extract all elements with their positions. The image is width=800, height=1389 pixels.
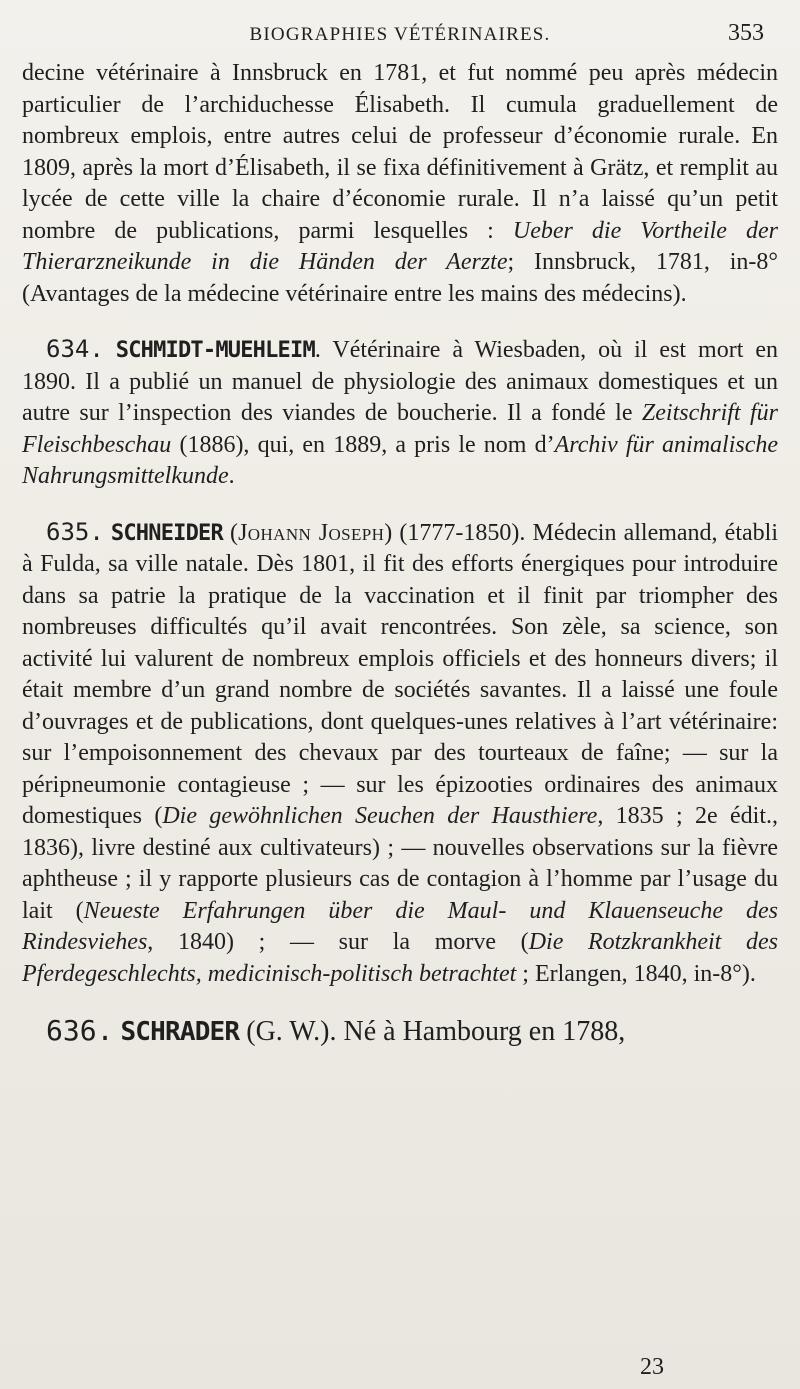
work-title: Neueste Erfahrungen über die Maul- und Klauenseuche des Rindesviehes xyxy=(22,897,778,955)
work-title: Zeitschrift für Fleischbeschau xyxy=(22,400,778,458)
text-run: ( xyxy=(222,519,239,546)
text-run: (G. W.). Né à Hambourg en 1788, xyxy=(239,1016,626,1047)
work-title: Ueber die Vortheile der Thierarzneikunde in die Händen der Aerzte xyxy=(22,217,779,275)
text-run: ; Erlangen, 1840, in-8°). xyxy=(516,960,756,987)
entry-number: 635. xyxy=(46,517,104,546)
given-names: Johann Joseph xyxy=(238,519,385,546)
text-run: , 1835 ; 2e édit., 1836), livre destiné aux cultivateurs) ; — nouvelles observations sur la fièvre aphtheuse ; il y rapporte plusieurs cas de contagion à l’homme par l’usage du lait ( xyxy=(22,803,778,924)
text-run: decine vétérinaire à Innsbruck en 1781, et fut nommé peu après médecin particulier de l’archiduchesse Élisabeth. Il cumula graduellement de nombreux emplois, entre autres celui de professeur d’économie rurale. En 1809, après la mort d’Élisabeth, il se fixa définitivement à Grätz, et remplit au lycée de cette ville la chaire d’économie rurale. Il n’a laissé qu’un petit nombre de publications, parmi lesquelles : xyxy=(22,60,778,244)
page-body xyxy=(22,58,778,1049)
running-title: BIOGRAPHIES VÉTÉRINAIRES. xyxy=(249,24,551,45)
text-run: ) (1777-1850). Médecin allemand, établi à Fulda, sa ville natale. Dès 1801, il fit des efforts énergiques pour introduire dans sa patrie la pratique de la vaccination et il finit par triompher des nombreuses difficultés qu’il avait rencontrées. Son zèle, sa science, son activité lui valurent de nombreux emplois officiels et des honneurs divers; il était membre d’un grand nombre de sociétés savantes. Il a laissé une foule d’ouvrages et de publications, dont quelques-unes relatives à l’art vétérinaire: sur l’empoisonnement des chevaux par des tourteaux de faîne; — sur la péripneumonie contagieuse ; — sur les épizooties ordinaires des animaux domestiques ( xyxy=(22,519,778,829)
text-run: (1886), qui, en 1889, a pris le nom d’ xyxy=(171,431,555,458)
entry-number: 636. xyxy=(46,1014,114,1047)
text-run: . Vétérinaire à Wiesbaden, où il est mort en 1890. Il a publié un manuel de physiologie des animaux domestiques et un autre sur l’inspection des viandes de boucherie. Il a fondé le xyxy=(22,337,778,426)
work-title: Die Rotzkrankheit des Pferdegeschlechts, medicinisch-politisch betrachtet xyxy=(22,929,778,987)
work-title: Archiv für animalische Nahrungsmittelkunde xyxy=(22,431,779,489)
work-title: Die gewöhnlichen Seuchen der Hausthiere xyxy=(162,803,598,829)
text-run: , 1840) ; — sur la morve ( xyxy=(147,929,529,955)
page-number: 353 xyxy=(728,20,764,46)
entry-635 xyxy=(22,517,778,991)
entry-634 xyxy=(22,334,778,493)
signature-mark: 23 xyxy=(640,1354,664,1380)
entry-name: SCHRADER xyxy=(120,1017,240,1047)
entry-636 xyxy=(22,1014,778,1049)
entry-name: SCHMIDT-MUEHLEIM xyxy=(115,338,315,363)
continued-paragraph xyxy=(22,58,778,310)
running-head xyxy=(22,14,778,58)
entry-number: 634. xyxy=(46,335,104,363)
text-run: . xyxy=(228,463,235,489)
text-run: ; Innsbruck, 1781, in-8° (Avantages de la médecine vétérinaire entre les mains des médecins). xyxy=(22,249,779,307)
entry-name: SCHNEIDER xyxy=(110,520,223,546)
